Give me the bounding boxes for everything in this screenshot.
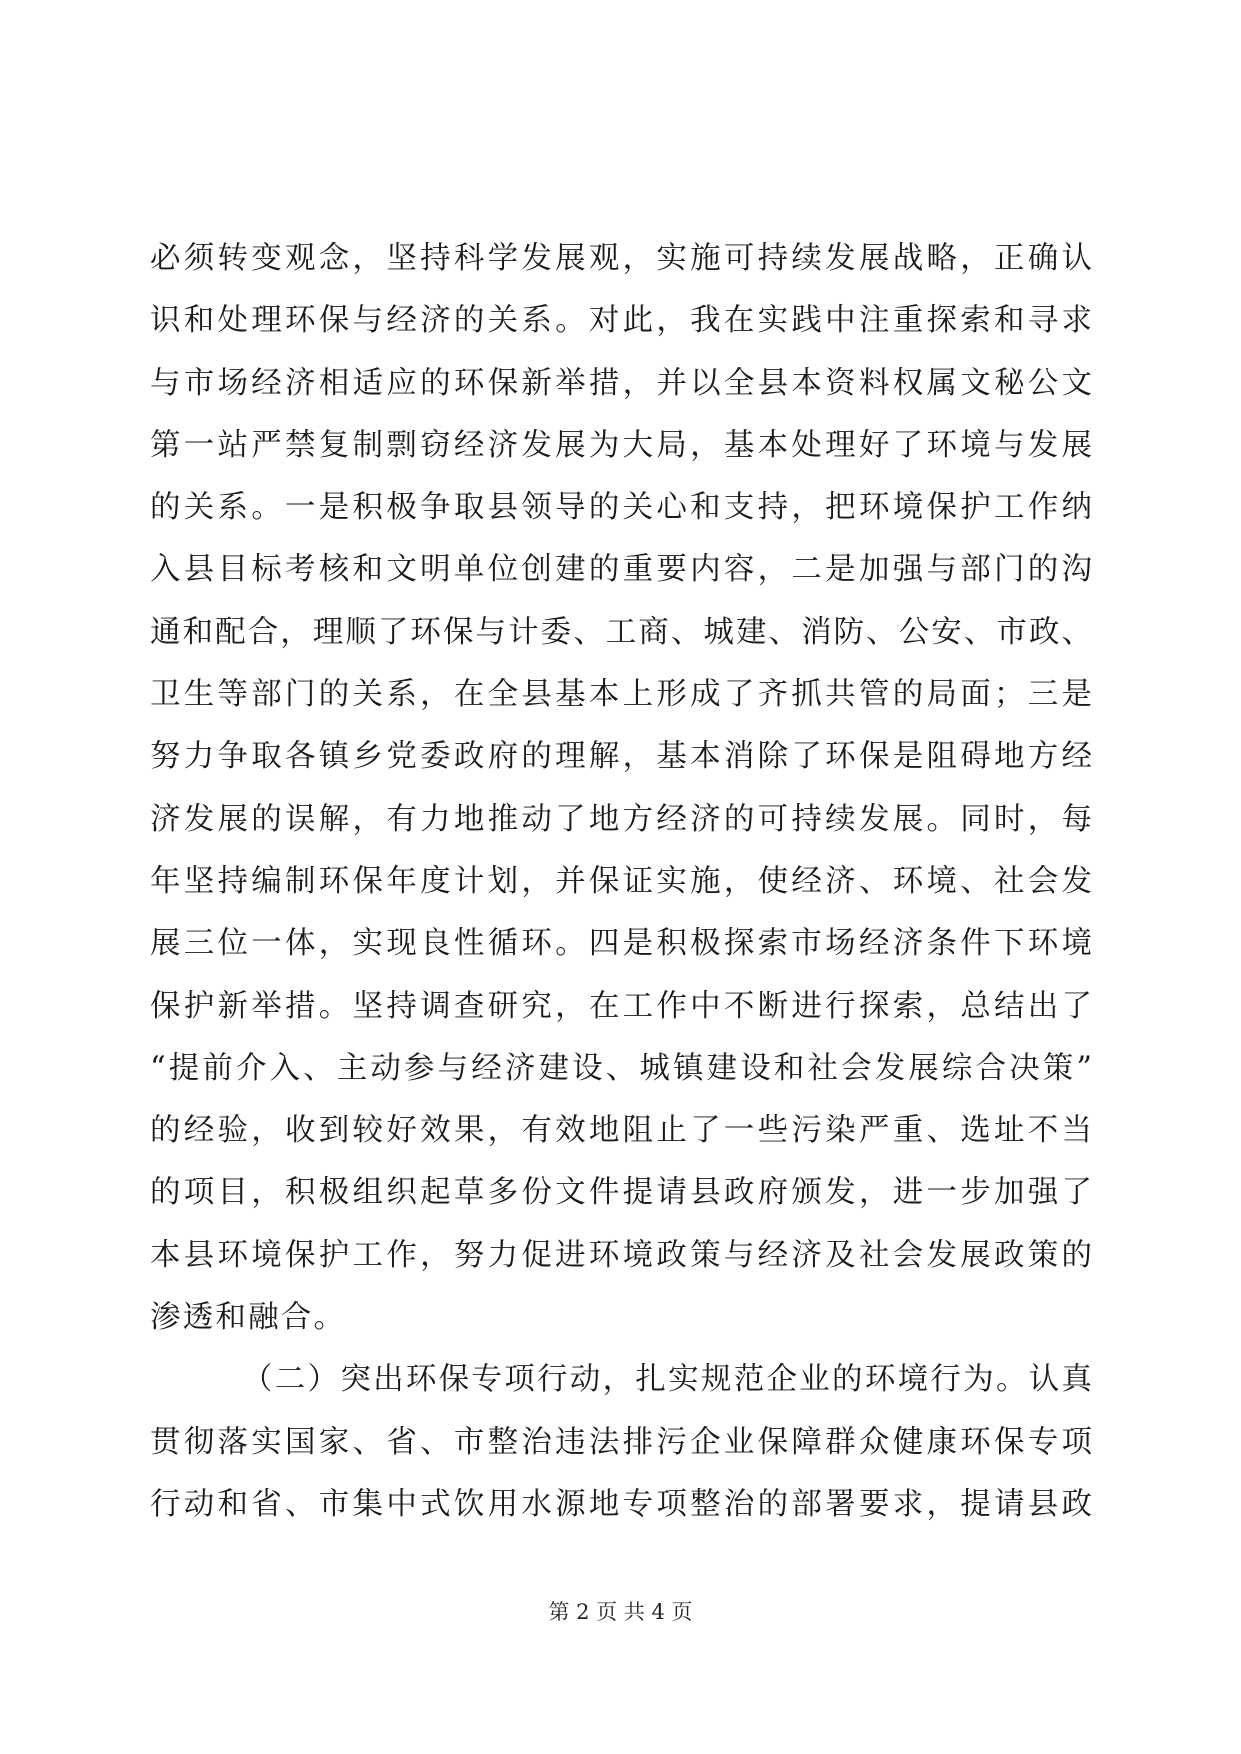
document-body — [150, 228, 1092, 1536]
text-line: 必须转变观念，坚持科学发展观，实施可持续发展战略，正确认 — [150, 241, 1092, 276]
text-line: “提前介入、主动参与经济建设、城镇建设和社会发展综合决策” — [150, 1050, 1092, 1086]
text-line: 识和处理环保与经济的关系。对此，我在实践中注重探索和寻求 — [150, 303, 1092, 339]
text-line: 卫生等部门的关系，在全县基本上形成了齐抓共管的局面；三是 — [150, 677, 1092, 713]
text-line: 贯彻落实国家、省、市整治违法排污企业保障群众健康环保专项 — [150, 1424, 1092, 1460]
text-line: 行动和省、市集中式饮用水源地专项整治的部署要求，提请县政 — [150, 1486, 1092, 1522]
text-line: 年坚持编制环保年度计划，并保证实施，使经济、环境、社会发 — [150, 863, 1092, 899]
page-number-footer: 第 2 页 共 4 页 — [548, 1600, 693, 1624]
text-line: 努力争取各镇乡党委政府的理解，基本消除了环保是阻碍地方经 — [150, 739, 1092, 775]
text-line: 济发展的误解，有力地推动了地方经济的可持续发展。同时，每 — [150, 801, 1092, 837]
text-line: 入县目标考核和文明单位创建的重要内容，二是加强与部门的沟 — [150, 552, 1092, 588]
text-line: 展三位一体，实现良性循环。四是积极探索市场经济条件下环境 — [150, 926, 1092, 962]
text-line: 保护新举措。坚持调查研究，在工作中不断进行探索，总结出了 — [150, 988, 1092, 1024]
text-line: 本县环境保护工作，努力促进环境政策与经济及社会发展政策的 — [150, 1237, 1092, 1273]
text-line: 的经验，收到较好效果，有效地阻止了一些污染严重、选址不当 — [150, 1113, 1092, 1149]
text-line: 第一站严禁复制剽窃经济发展为大局，基本处理好了环境与发展 — [150, 427, 1092, 463]
text-line: 的项目，积极组织起草多份文件提请县政府颁发，进一步加强了 — [150, 1175, 1092, 1211]
paragraph-end-line: 渗透和融合。 — [150, 1300, 347, 1336]
text-line: 与市场经济相适应的环保新举措，并以全县本资料权属文秘公文 — [150, 365, 1092, 401]
text-line: 通和配合，理顺了环保与计委、工商、城建、消防、公安、市政、 — [150, 614, 1092, 650]
text-line: 的关系。一是积极争取县领导的关心和支持，把环境保护工作纳 — [150, 490, 1092, 526]
section-heading-line: （二）突出环保专项行动，扎实规范企业的环境行为。认真 — [242, 1362, 1092, 1398]
